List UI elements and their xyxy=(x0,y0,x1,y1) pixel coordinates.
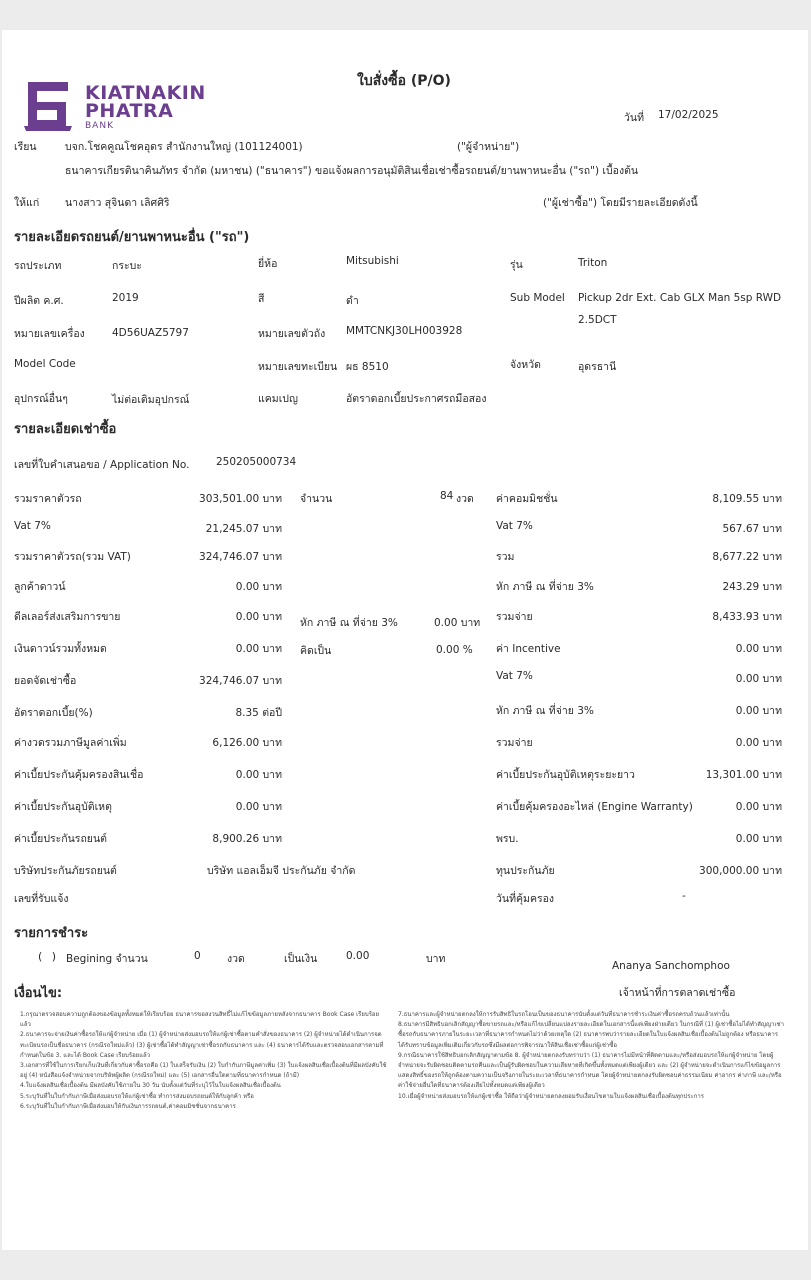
condition-5: 5.ระบุวันที่ในใบกำกับภาษีเมื่อส่งมอบรถให้แก่ผู้เช่าซื้อ ทำการส่งมอบรถยนต์ให้กับลูกค้า หรือ xyxy=(20,1092,254,1100)
begining-amount-label: เป็นเงิน xyxy=(284,953,318,965)
payment-section-title: รายการชำระ xyxy=(14,926,89,941)
lease-right-label: Vat 7% xyxy=(496,520,533,532)
for-label: ให้แก่ xyxy=(14,197,40,209)
lease-left-label: รวมราคาตัวรถ(รวม VAT) xyxy=(14,551,131,563)
purchase-order-sheet xyxy=(2,30,808,1250)
lease-left-label: อัตราดอกเบี้ย(%) xyxy=(14,707,93,719)
lease-left-value: 0.00 บาท xyxy=(235,801,282,813)
chassis-no: MMTCNKJ30LH003928 xyxy=(346,325,463,337)
lease-left-value: 8.35 ต่อปี xyxy=(235,707,282,719)
chassis-no-label: หมายเลขตัวถัง xyxy=(258,328,326,340)
plate-no: ผธ 8510 xyxy=(346,361,389,373)
lease-left-label: บริษัทประกันภัยรถยนต์ xyxy=(14,865,117,877)
percent-label: คิดเป็น xyxy=(300,645,332,657)
vehicle-year-label: ปีผลิต ค.ศ. xyxy=(14,295,64,307)
submodel-line-2: 2.5DCT xyxy=(578,314,617,326)
installment-count: 84 xyxy=(440,490,454,502)
lease-right-value: 13,301.00 บาท xyxy=(705,769,782,781)
begining-count: 0 xyxy=(194,950,201,962)
lease-right-value: 0.00 บาท xyxy=(735,643,782,655)
condition-9: 9.กรณีธนาคารใช้สิทธิบอกเลิกสัญญาตามข้อ 8. ผู้จำหน่ายตกลงรับทราบว่า (1) ธนาคารไม่มีหน้าที่ติดตามและ/หรือส่งมอบรถให้แก่ผู้จำหน่าย โดยผู้จำหน่ายจะรับผิดชอบติดตามรถคืนและเป็นผู้รับผิดชอบในความเสียหายที่เกิดขึ้นทั้งหมดแต่เพียงผู้เดียว และ (2) ผู้จำหน่ายจะดำเนินการแก้ไขข้อมูลการแสดงสิทธิ์ของรถให้ถูกต้องตามความเป็นจริงภายในระยะเวลาที่ธนาคารกำหนด โดยผู้จำหน่ายตกลงรับผิดชอบค่าธรรมเนียม ค่าอากร ค่าภาษี และ/หรือค่าใช้จ่ายอื่นใดที่ธนาคารต้องเสียไปทั้งหมดแต่เพียงผู้เดียว xyxy=(398,1051,782,1090)
condition-2: 2.ธนาคารจะจ่ายเงินค่าซื้อรถให้แก่ผู้จำหน่าย เมื่อ (1) ผู้จำหน่ายส่งมอบรถให้แก่ผู้เช่าซื้อตามคำสั่งของธนาคาร (2) ผู้จำหน่ายได้ดำเนินการจดทะเบียนรถเป็นชื่อธนาคาร (กรณีรถใหม่แล้ว) (3) ผู้เช่าซื้อได้ทำสัญญาเช่าซื้อรถกับธนาคาร และ (4) ธนาคารได้รับและตรวจสอบเอกสารตามที่กำหนดในข้อ 3. และได้ Book Case เรียบร้อยแล้ว xyxy=(20,1031,384,1059)
condition-3: 3.เอกสารที่ใช้ในการเรียกเก็บเงินที่เกี่ยวกับค่าซื้อรถคือ (1) ใบเสร็จรับเงิน (2) ใบกำกับภาษีมูลค่าเพิ่ม (3) ใบแจ้งผลสินเชื่อเบื้องต้นที่มีผลบังคับใช้อยู่ (4) หนังสือแจ้งจำหน่ายจากบริษัทผู้ผลิต (กรณีรถใหม่) และ (5) เอกสารอื่นใดตามที่ธนาคารกำหนด (ถ้ามี) xyxy=(20,1062,387,1080)
province-label: จังหวัด xyxy=(510,359,541,371)
approval-notice: ธนาคารเกียรตินาคินภัทร จำกัด (มหาชน) ("ธนาคาร") ขอแจ้งผลการอนุมัติสินเชื่อเช่าซื้อรถยนต์/ยานพาหนะอื่น ("รถ") เบื้องต้น xyxy=(65,165,639,177)
lease-left-value: 8,900.26 บาท xyxy=(212,833,282,845)
lease-left-value: 0.00 บาท xyxy=(235,643,282,655)
vehicle-model-label: รุ่น xyxy=(510,259,523,271)
lease-right-label: ค่าเบี้ยคุ้มครองอะไหล่ (Engine Warranty) xyxy=(496,801,693,813)
to-label: เรียน xyxy=(14,141,37,153)
lease-left-label: เงินดาวน์รวมทั้งหมด xyxy=(14,643,107,655)
date-label: วันที่ xyxy=(624,112,644,124)
lease-right-label: หัก ภาษี ณ ที่จ่าย 3% xyxy=(496,581,594,593)
conditions-right xyxy=(398,1010,784,1102)
lease-left-label: ค่าเบี้ยประกันอุบัติเหตุ xyxy=(14,801,112,813)
condition-8: 8.ธนาคารมีสิทธิบอกเลิกสัญญาซื้อขายรถและ/หรือแก้ไขเปลี่ยนแปลงรายละเอียดในเอกสารนี้แต่เพียงฝ่ายเดียว ในกรณีที่ (1) ผู้เช่าซื้อไม่ได้ทำสัญญาเช่าซื้อรถกับธนาคารภายในระยะเวลาที่ธนาคารกำหนดไม่ว่าด้วยเหตุใด (2) ธนาคารพบว่ารายละเอียดในใบแจ้งผลสินเชื่อเบื้องต้นไม่ถูกต้อง หรือธนาคารได้รับทราบข้อมูลเพิ่มเติมเกี่ยวกับรถซึ่งมีผลต่อการพิจารณาให้สินเชื่อเช่าซื้อแก่ผู้เช่าซื้อ xyxy=(398,1021,784,1049)
equipment-label: อุปกรณ์อื่นๆ xyxy=(14,393,68,405)
customer-name: นางสาว สุจินดา เลิศศิริ xyxy=(65,197,170,209)
document-date: 17/02/2025 xyxy=(658,109,719,121)
campaign-label: แคมเปญ xyxy=(258,393,298,405)
lease-left-label: ยอดจัดเช่าซื้อ xyxy=(14,675,77,687)
vehicle-color-label: สี xyxy=(258,293,265,305)
vehicle-type: กระบะ xyxy=(112,260,142,272)
lease-left-value: 0.00 บาท xyxy=(235,581,282,593)
condition-4: 4.ใบแจ้งผลสินเชื่อเบื้องต้น มีผลบังคับใช้ภายใน 30 วัน นับตั้งแต่วันที่ระบุไว้ในใบแจ้งผลสินเชื่อเบื้องต้น xyxy=(20,1082,281,1090)
begining-amount: 0.00 xyxy=(346,950,370,962)
lease-right-value: 300,000.00 บาท xyxy=(699,865,782,877)
lease-right-label: รวม xyxy=(496,551,515,563)
vehicle-year: 2019 xyxy=(112,292,139,304)
signer-title: เจ้าหน้าที่การตลาดเช่าซื้อ xyxy=(619,987,736,999)
lease-right-value: 8,433.93 บาท xyxy=(712,611,782,623)
condition-10: 10.เมื่อผู้จำหน่ายส่งมอบรถให้แก่ผู้เช่าซื้อ ให้ถือว่าผู้จำหน่ายตกลงยอมรับเงื่อนไขตามใบแจ้งผลสินเชื่อเบื้องต้นทุกประการ xyxy=(398,1092,704,1100)
lease-left-label: ค่างวดรวมภาษีมูลค่าเพิ่ม xyxy=(14,737,127,749)
begining-label: Begining จำนวน xyxy=(66,953,148,965)
brand-line-1: KIATNAKIN xyxy=(85,82,206,104)
lease-right-value: 0.00 บาท xyxy=(735,833,782,845)
lease-left-label: ดีลเลอร์ส่งเสริมการขาย xyxy=(14,611,121,623)
lease-right-value: 0.00 บาท xyxy=(735,801,782,813)
lease-left-label: เลขที่รับแจ้ง xyxy=(14,893,69,905)
dealer-wht-label: หัก ภาษี ณ ที่จ่าย 3% xyxy=(300,617,398,629)
lease-left-label: ค่าเบี้ยประกันคุ้มครองสินเชื่อ xyxy=(14,769,144,781)
customer-role: ("ผู้เช่าซื้อ") โดยมีรายละเอียดดังนี้ xyxy=(543,197,698,209)
lease-right-label: ค่าเบี้ยประกันอุบัติเหตุระยะยาว xyxy=(496,769,635,781)
lease-right-label: รวมจ่าย xyxy=(496,611,533,623)
engine-no-label: หมายเลขเครื่อง xyxy=(14,328,85,340)
lease-left-label: รวมราคาตัวรถ xyxy=(14,493,82,505)
model-code-label: Model Code xyxy=(14,358,76,370)
conditions-left xyxy=(20,1010,388,1112)
lease-right-label: ค่าคอมมิชชั่น xyxy=(496,493,558,505)
lease-right-label: หัก ภาษี ณ ที่จ่าย 3% xyxy=(496,705,594,717)
engine-no: 4D56UAZ5797 xyxy=(112,327,189,339)
lease-left-label: ลูกค้าดาวน์ xyxy=(14,581,66,593)
lease-left-value: บริษัท แอลเอ็มจี ประกันภัย จำกัด xyxy=(207,865,356,877)
document-title: ใบสั่งซื้อ (P/O) xyxy=(357,73,451,89)
vehicle-brand: Mitsubishi xyxy=(346,255,399,267)
lease-right-label: พรบ. xyxy=(496,833,519,845)
vehicle-type-label: รถประเภท xyxy=(14,260,62,272)
lease-right-value: 0.00 บาท xyxy=(735,673,782,685)
brand-line-2: PHATRA xyxy=(85,100,174,122)
lease-right-value: 567.67 บาท xyxy=(722,523,782,535)
application-no: 250205000734 xyxy=(216,456,297,468)
campaign: อัตราดอกเบี้ยประกาศรถมือสอง xyxy=(346,393,487,405)
lease-right-value: - xyxy=(682,890,686,902)
dealer-role: ("ผู้จำหน่าย") xyxy=(457,141,520,153)
lease-left-label: ค่าเบี้ยประกันรถยนต์ xyxy=(14,833,107,845)
dealer-name: บจก.โชคคูณโชคอุดร สำนักงานใหญ่ (101124001) xyxy=(65,141,303,153)
equipment: ไม่ต่อเติมอุปกรณ์ xyxy=(112,394,190,406)
plate-label: หมายเลขทะเบียน xyxy=(258,361,338,373)
lease-right-value: 8,109.55 บาท xyxy=(712,493,782,505)
lease-left-value: 0.00 บาท xyxy=(235,769,282,781)
lease-left-value: 21,245.07 บาท xyxy=(205,523,282,535)
signer-name: Ananya Sanchomphoo xyxy=(612,960,730,972)
lease-right-label: Vat 7% xyxy=(496,670,533,682)
lease-section-title: รายละเอียดเช่าซื้อ xyxy=(14,422,117,437)
begining-unit: งวด xyxy=(227,953,245,965)
lease-right-label: วันที่คุ้มครอง xyxy=(496,893,555,905)
application-no-label: เลขที่ใบคำเสนอขอ / Application No. xyxy=(14,459,190,471)
province: อุดรธานี xyxy=(578,361,617,373)
submodel-label: Sub Model xyxy=(510,292,565,304)
brand-wordmark xyxy=(85,84,206,131)
lease-right-label: ค่า Incentive xyxy=(496,643,561,655)
lease-left-value: 0.00 บาท xyxy=(235,611,282,623)
vehicle-brand-label: ยี่ห้อ xyxy=(258,258,278,270)
lease-right-label: รวมจ่าย xyxy=(496,737,533,749)
dealer-wht-value: 0.00 บาท xyxy=(434,617,481,629)
condition-1: 1.กรุณาตรวจสอบความถูกต้องของข้อมูลทั้งหมดให้เรียบร้อย ธนาคารขอสงวนสิทธิ์ไม่แก้ไขข้อมูลภายหลังจากธนาคาร Book Case เรียบร้อยแล้ว xyxy=(20,1011,380,1029)
installment-count-label: จำนวน xyxy=(300,493,333,505)
lease-right-value: 8,677.22 บาท xyxy=(712,551,782,563)
payment-checkbox[interactable]: ( ) xyxy=(38,950,60,963)
lease-left-value: 303,501.00 บาท xyxy=(199,493,282,505)
kiatnakin-logo-icon xyxy=(22,80,74,132)
conditions-title: เงื่อนไข: xyxy=(14,986,63,1001)
lease-right-value: 243.29 บาท xyxy=(722,581,782,593)
condition-7: 7.ธนาคารและผู้จำหน่ายตกลงให้การรับสิทธิในรถโอนเป็นของธนาคารนับตั้งแต่วันที่ธนาคารชำระเงินค่าซื้อรถครบถ้วนแล้วเท่านั้น xyxy=(398,1011,730,1018)
lease-left-value: 324,746.07 บาท xyxy=(199,551,282,563)
condition-6: 6.ระบุวันที่ในใบกำกับภาษีเมื่อส่งมอบให้กับเงินการรถยนต์,ค่าคอมมิชชั่นจากธนาคาร xyxy=(20,1102,236,1110)
submodel-line-1: Pickup 2dr Ext. Cab GLX Man 5sp RWD xyxy=(578,292,782,304)
vehicle-model: Triton xyxy=(578,257,608,269)
installment-unit: งวด xyxy=(456,493,474,505)
lease-right-value: 0.00 บาท xyxy=(735,737,782,749)
lease-right-label: ทุนประกันภัย xyxy=(496,865,555,877)
begining-currency: บาท xyxy=(426,953,446,965)
lease-left-value: 324,746.07 บาท xyxy=(199,675,282,687)
lease-left-value: 6,126.00 บาท xyxy=(212,737,282,749)
brand-line-3: BANK xyxy=(85,121,114,131)
percent-value: 0.00 % xyxy=(436,644,473,656)
lease-right-value: 0.00 บาท xyxy=(735,705,782,717)
lease-left-label: Vat 7% xyxy=(14,520,51,532)
vehicle-section-title: รายละเอียดรถยนต์/ยานพาหนะอื่น ("รถ") xyxy=(14,230,250,245)
vehicle-color: ดำ xyxy=(346,295,359,307)
